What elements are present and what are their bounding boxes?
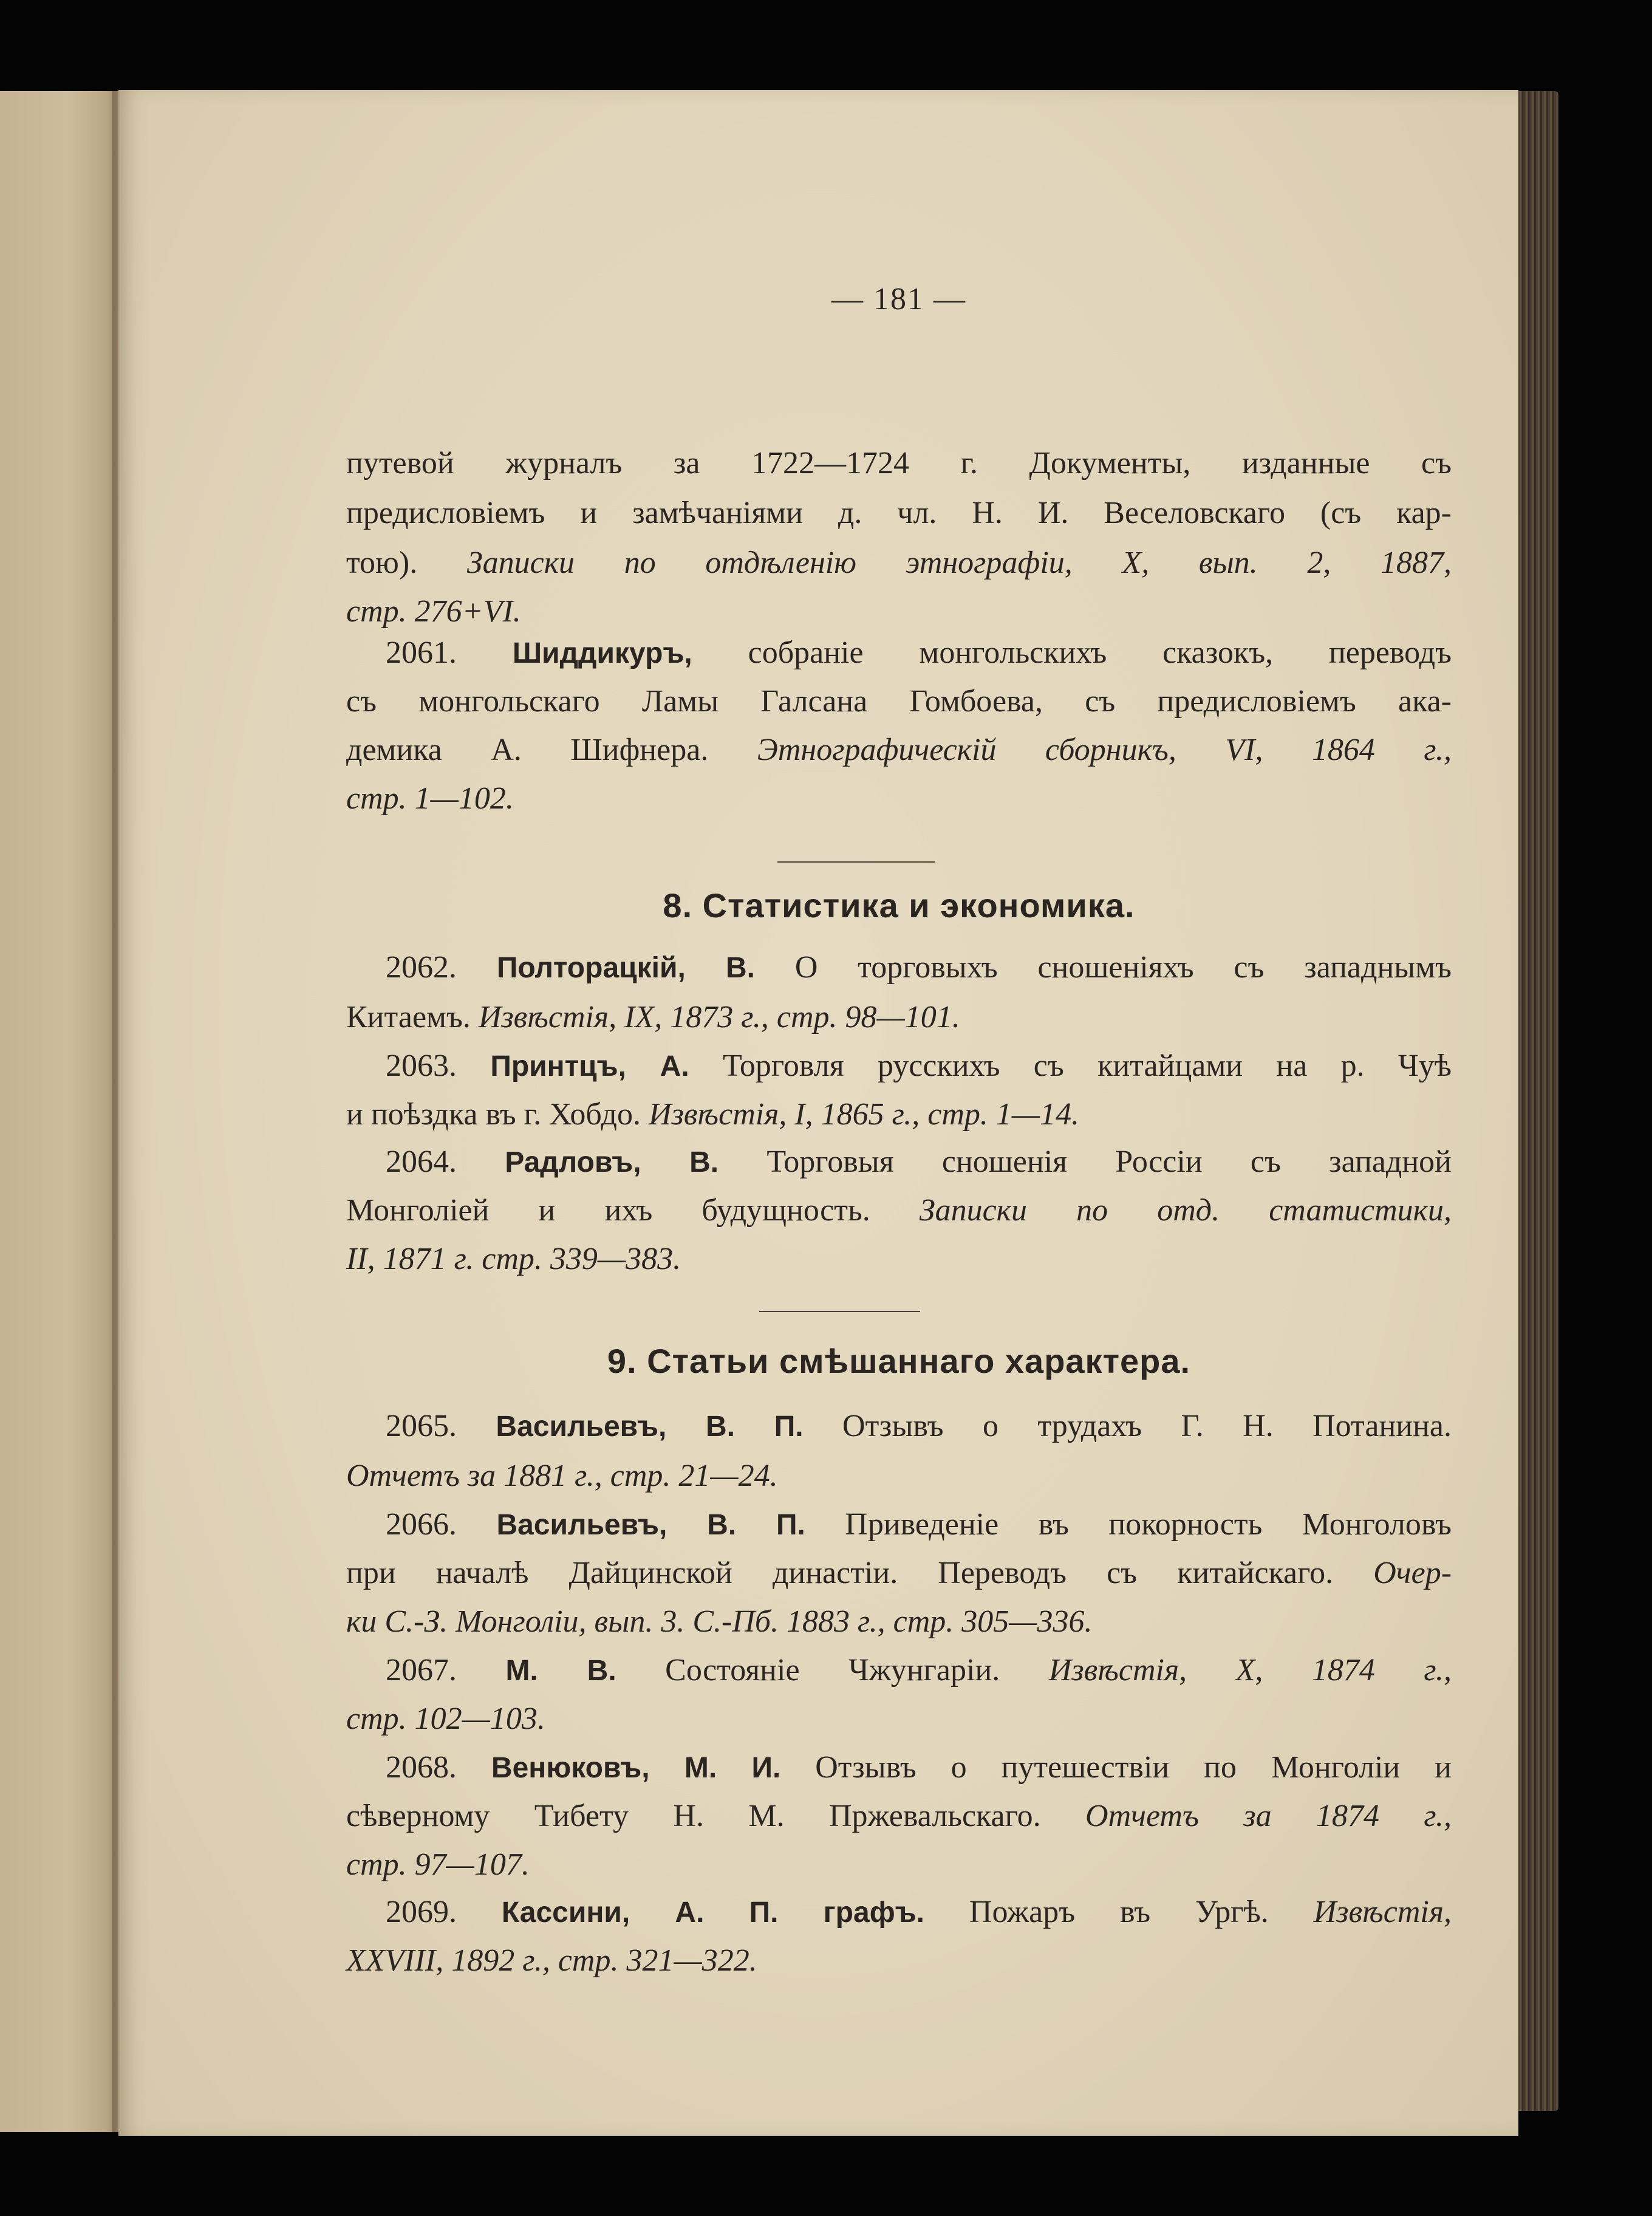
text-line: XXVIII, 1892 г., стр. 321—322. <box>346 1943 757 1978</box>
entry-number: 2066. <box>386 1507 457 1542</box>
text-line: съ монгольскаго Ламы Галсана Гомбоева, съ предисловіемъ ака- <box>346 684 1452 719</box>
text-line: при началѣ Дайцинской династіи. Переводъ съ китайскаго. Очер- <box>346 1556 1452 1590</box>
entry-number: 2061. <box>386 635 457 670</box>
entry-number: 2064. <box>386 1144 457 1179</box>
entry-author: Радловъ, В. <box>505 1146 719 1178</box>
entry-2062: 2062. Полторацкій, В. О торговыхъ сношеніяхъ съ западнымъ <box>386 950 1452 985</box>
text-line: Китаемъ. Извѣстія, IX, 1873 г., стр. 98—101. <box>346 1000 960 1034</box>
text-line: стр. 102—103. <box>346 1701 545 1736</box>
page-text <box>346 90 1452 2136</box>
entry-author: Васильевъ, В. П. <box>496 1411 804 1443</box>
section-divider <box>777 861 935 863</box>
entry-number: 2063. <box>386 1048 457 1083</box>
text-line: II, 1871 г. стр. 339—383. <box>346 1242 681 1276</box>
text-line: Монголіей и ихъ будущность. Записки по отд. статистики, <box>346 1193 1452 1228</box>
entry-number: 2065. <box>386 1409 457 1443</box>
page-number: — 181 — <box>831 282 966 316</box>
text-line: тою). Записки по отдѣленію этнографіи, X, вып. 2, 1887, <box>346 545 1452 580</box>
section-heading: 8. Статистика и экономика. <box>663 886 1135 925</box>
text-line: стр. 1—102. <box>346 781 514 816</box>
text-line: Отчетъ за 1881 г., стр. 21—24. <box>346 1459 778 1493</box>
entry-author: Венюковъ, М. И. <box>491 1752 781 1784</box>
entry-2065: 2065. Васильевъ, В. П. Отзывъ о трудахъ Г. Н. Потанина. <box>386 1409 1452 1443</box>
text-line: предисловіемъ и замѣчаніями д. чл. Н. И. Веселовскаго (съ кар- <box>346 496 1452 530</box>
text-line: путевой журналъ за 1722—1724 г. Документы, изданные съ <box>346 446 1452 480</box>
entry-author: М. В. <box>505 1655 616 1687</box>
section-heading: 9. Статьи смѣшаннаго характера. <box>607 1342 1191 1380</box>
entry-number: 2068. <box>386 1750 457 1785</box>
text-line: демика А. Шифнера. Этнографическій сборникъ, VI, 1864 г., <box>346 733 1452 767</box>
entry-number: 2067. <box>386 1653 457 1688</box>
entry-author: Шиддикуръ, <box>512 637 692 669</box>
entry-2063: 2063. Принтцъ, А. Торговля русскихъ съ китайцами на р. Чуѣ <box>386 1048 1452 1083</box>
entry-number: 2069. <box>386 1895 457 1929</box>
entry-2069: 2069. Кассини, А. П. графъ. Пожаръ въ Ургѣ. Извѣстія, <box>386 1895 1452 1929</box>
text-line: и поѣздка въ г. Хобдо. Извѣстія, I, 1865 г., стр. 1—14. <box>346 1097 1080 1132</box>
left-page-edge <box>0 91 125 2132</box>
entry-author: Васильевъ, В. П. <box>496 1509 805 1541</box>
entry-2064: 2064. Радловъ, В. Торговыя сношенія Россіи съ западной <box>386 1144 1452 1179</box>
entry-number: 2062. <box>386 950 457 985</box>
page-edges <box>1512 91 1558 2111</box>
entry-2067: 2067. М. В. Состояніе Чжунгаріи. Извѣстія, X, 1874 г., <box>386 1653 1452 1688</box>
book-page <box>118 90 1518 2136</box>
entry-author: Кассини, А. П. графъ. <box>501 1896 925 1929</box>
entry-2061: 2061. Шиддикуръ, собраніе монгольскихъ сказокъ, переводъ <box>386 635 1452 670</box>
text-line: стр. 97—107. <box>346 1847 530 1882</box>
entry-2066: 2066. Васильевъ, В. П. Приведеніе въ покорность Монголовъ <box>386 1507 1452 1542</box>
text-line: ки С.-З. Монголіи, вып. 3. С.-Пб. 1883 г., стр. 305—336. <box>346 1604 1093 1639</box>
text-line: сѣверному Тибету Н. М. Пржевальскаго. Отчетъ за 1874 г., <box>346 1799 1452 1833</box>
entry-2068: 2068. Венюковъ, М. И. Отзывъ о путешествіи по Монголіи и <box>386 1750 1452 1785</box>
entry-author: Принтцъ, А. <box>490 1050 689 1082</box>
section-divider <box>759 1311 920 1312</box>
entry-author: Полторацкій, В. <box>496 952 755 984</box>
text-line: стр. 276+VI. <box>346 594 521 629</box>
